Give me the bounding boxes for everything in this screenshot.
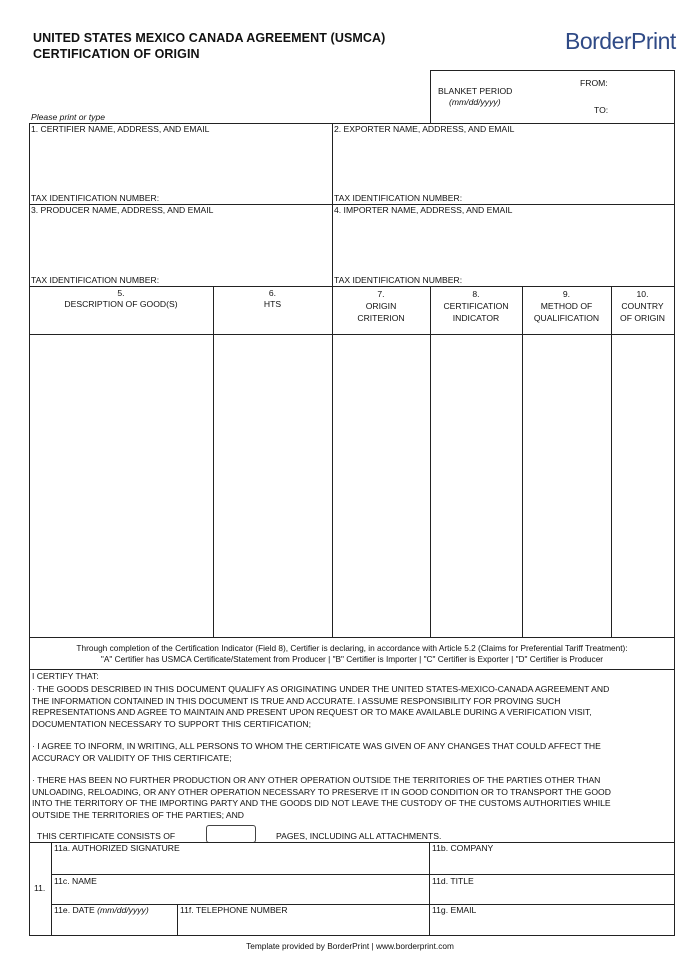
form-title-line2: CERTIFICATION OF ORIGIN — [33, 47, 200, 61]
form-title-line1: UNITED STATES MEXICO CANADA AGREEMENT (USMCA) — [33, 31, 386, 45]
page-count-field[interactable] — [206, 825, 256, 843]
blanket-period-label: BLANKET PERIOD — [438, 86, 513, 96]
col-hts-num: 6. — [268, 288, 277, 298]
producer-label: 3. PRODUCER NAME, ADDRESS, AND EMAIL — [31, 205, 214, 215]
col-method-label-2: QUALIFICATION — [533, 313, 600, 323]
blanket-to-label: TO: — [594, 105, 609, 115]
goods-col-divider-3 — [430, 286, 431, 637]
col-origin-header — [332, 288, 430, 324]
name-label: 11c. NAME — [54, 876, 97, 886]
certify-p1-line: REPRESENTATIONS AND AGREE TO MAINTAIN AND PRESENT UPON REQUEST OR TO MAKE AVAILABLE DURING A VERIFICATION VISIT, — [32, 707, 592, 718]
certify-p1-line: DOCUMENTATION NECESSARY TO SUPPORT THIS CERTIFICATION; — [32, 719, 312, 730]
date-field[interactable] — [53, 918, 175, 934]
exporter-label: 2. EXPORTER NAME, ADDRESS, AND EMAIL — [334, 124, 515, 134]
goods-table-top-border — [29, 286, 675, 287]
signature-num-divider — [51, 842, 52, 936]
signature-section-num: 11. — [34, 883, 46, 893]
blanket-box-top-border — [430, 70, 675, 71]
certify-top-border — [29, 669, 675, 670]
pages-label-before: THIS CERTIFICATE CONSISTS OF — [37, 831, 176, 841]
signature-row-divider-1 — [51, 874, 675, 875]
name-field[interactable] — [53, 888, 427, 903]
goods-header-divider — [29, 334, 675, 335]
certify-p3-line: · THERE HAS BEEN NO FURTHER PRODUCTION OR ANY OTHER OPERATION OUTSIDE THE TERRITORIES OF THE PARTIES OTHER THAN — [32, 775, 601, 785]
hts-field[interactable] — [215, 337, 330, 635]
col-method-label-1: METHOD OF — [540, 301, 593, 311]
telephone-field[interactable] — [179, 918, 427, 934]
date-label — [54, 905, 149, 916]
certifier-label: 1. CERTIFIER NAME, ADDRESS, AND EMAIL — [31, 124, 210, 134]
form-left-border — [29, 123, 30, 936]
exporter-field[interactable] — [334, 137, 672, 192]
producer-tax-id-label: TAX IDENTIFICATION NUMBER: — [31, 275, 160, 285]
certify-p1-line: THE INFORMATION CONTAINED IN THIS DOCUMENT IS TRUE AND ACCURATE. I ASSUME RESPONSIBILITY FOR PROVING SUCH — [32, 695, 561, 706]
method-field[interactable] — [524, 337, 609, 635]
blanket-from-field[interactable] — [612, 76, 670, 90]
authorized-signature-field[interactable] — [53, 856, 427, 873]
col-origin-num: 7. — [377, 289, 385, 299]
authorized-signature-label: 11a. AUTHORIZED SIGNATURE — [54, 843, 180, 853]
pages-label-after: PAGES, INCLUDING ALL ATTACHMENTS. — [276, 831, 442, 841]
col-hts-header — [213, 288, 332, 310]
col-cert-indicator-num: 8. — [472, 289, 480, 299]
col-country-num: 10. — [636, 289, 649, 299]
col-hts-label: HTS — [263, 299, 282, 309]
col-method-header — [522, 288, 611, 324]
date-label-text: 11e. DATE — [54, 905, 98, 915]
col-method-num: 9. — [562, 289, 571, 299]
certify-p2-line: · I AGREE TO INFORM, IN WRITING, ALL PERSONS TO WHOM THE CERTIFICATE WAS GIVEN OF ANY CHANGES THAT COULD AFFECT THE — [32, 741, 601, 751]
col-country-header — [611, 288, 674, 324]
certify-p2-line: ACCURACY OR VALIDITY OF THIS CERTIFICATE; — [32, 752, 232, 763]
col-cert-indicator-label-1: CERTIFICATION — [443, 301, 509, 311]
col-description-header — [29, 288, 213, 310]
origin-criterion-field[interactable] — [334, 337, 428, 635]
importer-tax-id-label: TAX IDENTIFICATION NUMBER: — [334, 275, 463, 285]
blanket-box-left-border — [430, 70, 431, 124]
telephone-label: 11f. TELEPHONE NUMBER — [180, 905, 288, 915]
indicator-note-line1: Through completion of the Certification Indicator (Field 8), Certifier is declaring, in accordance with Article 5.2 (Claims for Preferential Tariff Treatment): — [76, 643, 628, 653]
borderprint-logo: BorderPrint — [565, 28, 676, 54]
certify-p1-line: · THE GOODS DESCRIBED IN THIS DOCUMENT QUALIFY AS ORIGINATING UNDER THE UNITED STATES-MEXICO-CANADA AGREEMENT AND — [32, 684, 610, 694]
certify-p3-line: INTO THE TERRITORY OF THE IMPORTING PARTY AND THE GOODS DID NOT LEAVE THE CUSTODY OF THE CUSTOMS AUTHORITIES WHILE — [32, 798, 611, 809]
indicator-note — [29, 643, 675, 665]
footer-credit: Template provided by BorderPrint | www.borderprint.com — [246, 941, 454, 951]
col-origin-label-1: ORIGIN — [365, 301, 397, 311]
blanket-from-label: FROM: — [580, 78, 608, 88]
goods-table-bottom-border — [29, 637, 675, 638]
goods-col-divider-2 — [332, 286, 333, 637]
certify-paragraph-2 — [32, 741, 601, 764]
goods-col-divider-4 — [522, 286, 523, 637]
email-label: 11g. EMAIL — [432, 905, 477, 915]
col-origin-label-2: CRITERION — [357, 313, 405, 323]
certify-paragraph-3 — [32, 775, 611, 822]
col-cert-indicator-header — [430, 288, 522, 324]
certify-paragraph-1 — [32, 684, 609, 731]
importer-label: 4. IMPORTER NAME, ADDRESS, AND EMAIL — [334, 205, 513, 215]
email-field[interactable] — [431, 918, 672, 934]
signature-date-divider — [177, 904, 178, 936]
form-title — [33, 30, 385, 62]
importer-field[interactable] — [334, 218, 672, 273]
blanket-to-field[interactable] — [612, 103, 670, 117]
exporter-tax-id-label: TAX IDENTIFICATION NUMBER: — [334, 193, 463, 203]
blanket-box-right-border — [674, 70, 675, 124]
title-label: 11d. TITLE — [432, 876, 474, 886]
print-note: Please print or type — [31, 112, 106, 122]
form-right-border — [674, 123, 675, 936]
description-field[interactable] — [31, 337, 211, 635]
certifier-field[interactable] — [31, 137, 329, 192]
certify-p3-line: UNLOADING, RELOADING, OR ANY OTHER OPERATION NECESSARY TO PRESERVE IT IN GOOD CONDITION OR TO TRANSPORT THE GOOD — [32, 786, 611, 797]
company-field[interactable] — [431, 856, 672, 873]
certify-p3-line: OUTSIDE THE TERRITORIES OF THE PARTIES; AND — [32, 810, 245, 821]
goods-col-divider-5 — [611, 286, 612, 637]
col-description-label: DESCRIPTION OF GOOD(S) — [64, 299, 178, 309]
form-bottom-border — [29, 935, 675, 936]
company-label: 11b. COMPANY — [432, 843, 494, 853]
date-format: (mm/dd/yyyy) — [97, 905, 149, 915]
col-description-num: 5. — [117, 288, 125, 298]
signature-col-divider — [429, 842, 430, 936]
col-cert-indicator-label-2: INDICATOR — [452, 313, 500, 323]
certify-heading: I CERTIFY THAT: — [32, 671, 99, 681]
col-country-label-2: OF ORIGIN — [620, 313, 665, 323]
indicator-note-line2: "A" Certifier has USMCA Certificate/Statement from Producer | "B" Certifier is Importer | "C" Certifier is Exporter | "D" Certifier is Producer — [100, 654, 604, 664]
producer-field[interactable] — [31, 218, 329, 273]
certification-indicator-field[interactable] — [432, 337, 520, 635]
goods-col-divider-1 — [213, 286, 214, 637]
party-divider — [332, 123, 333, 287]
title-field[interactable] — [431, 888, 672, 903]
blanket-date-format: (mm/dd/yyyy) — [449, 97, 501, 107]
certifier-tax-id-label: TAX IDENTIFICATION NUMBER: — [31, 193, 160, 203]
col-country-label-1: COUNTRY — [621, 301, 664, 311]
country-field[interactable] — [613, 337, 672, 635]
